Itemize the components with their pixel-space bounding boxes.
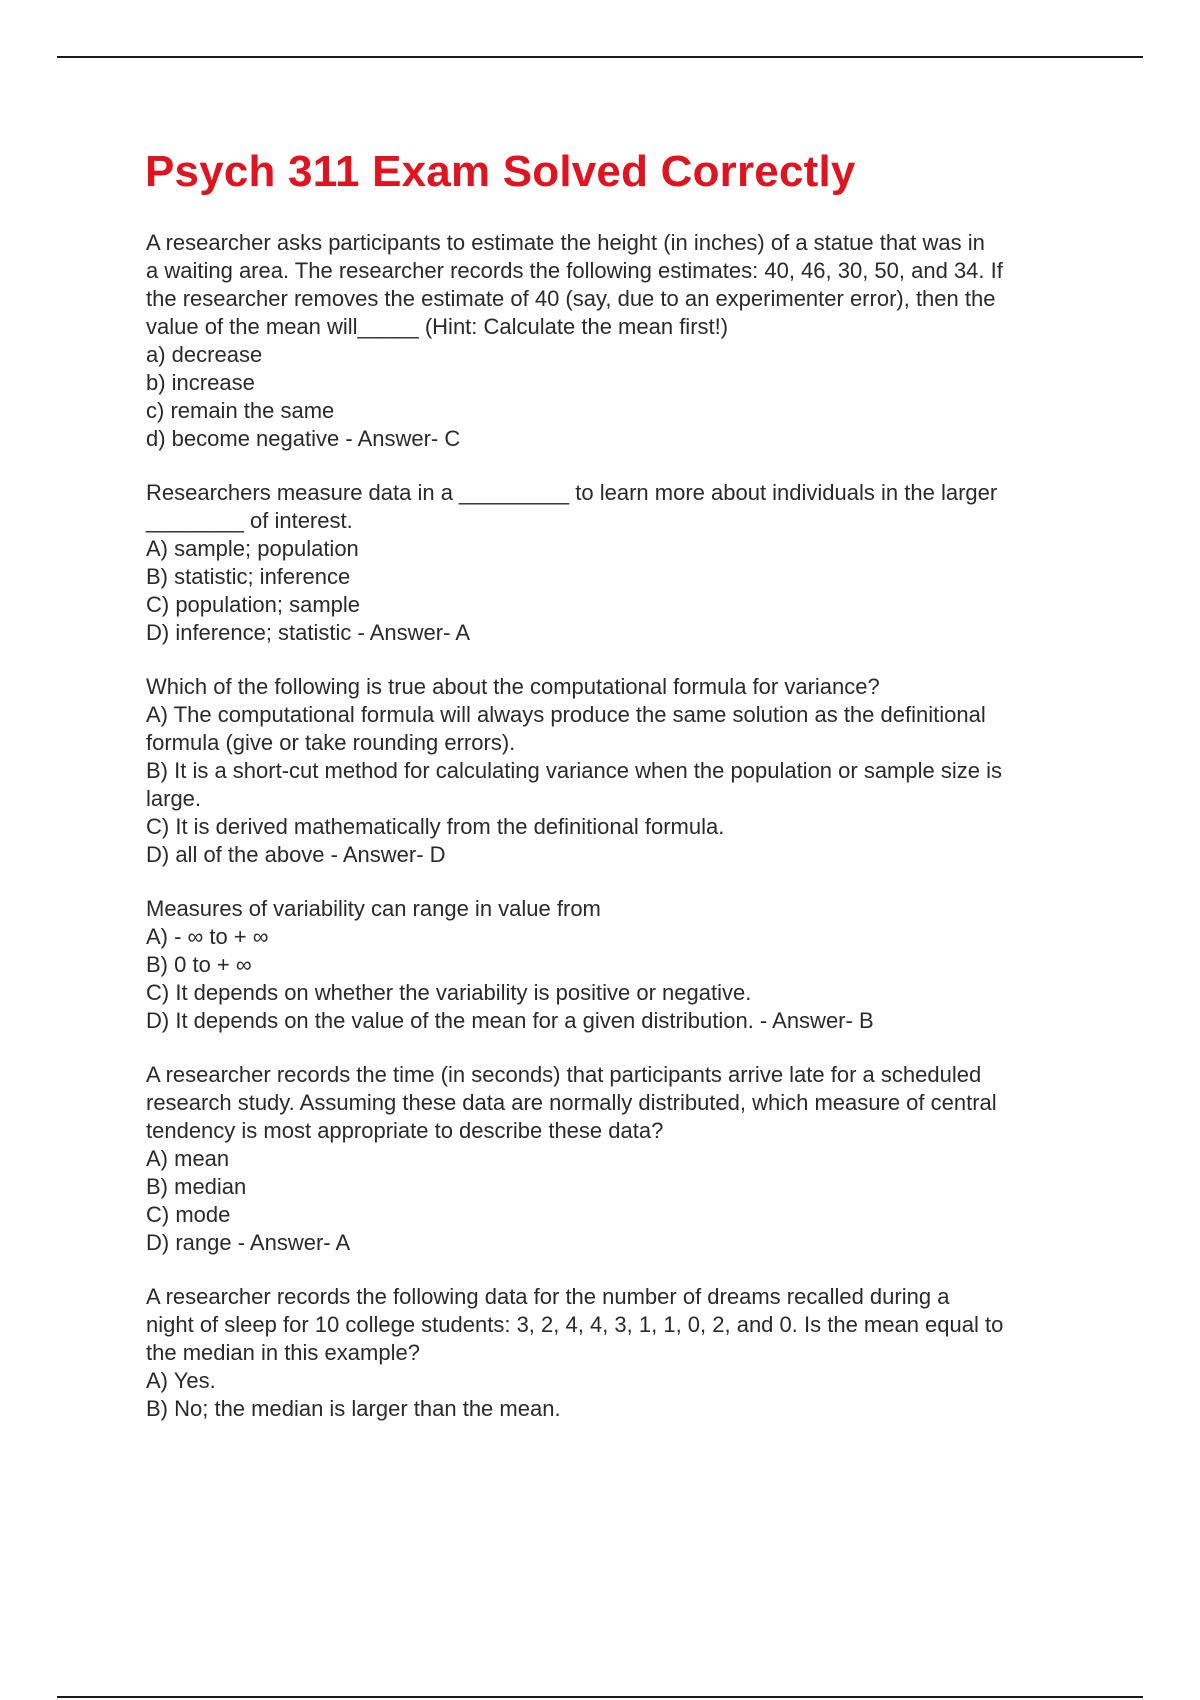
question-line: Which of the following is true about the computational formula for variance? xyxy=(146,674,880,699)
answer-option: D) It depends on the value of the mean for a given distribution. - Answer- B xyxy=(146,1008,874,1033)
answer-option: a) decrease xyxy=(146,342,263,367)
question-line: a waiting area. The researcher records the following estimates: 40, 46, 30, 50, and 34. If xyxy=(146,258,1003,283)
answer-option: c) remain the same xyxy=(146,398,335,423)
answer-option: A) - ∞ to + ∞ xyxy=(146,924,269,949)
question-line: night of sleep for 10 college students: 3, 2, 4, 4, 3, 1, 1, 0, 2, and 0. Is the mean equal to xyxy=(146,1312,1004,1337)
question-3 xyxy=(146,673,1096,869)
question-2 xyxy=(146,479,1096,647)
answer-option: D) all of the above - Answer- D xyxy=(146,842,446,867)
question-line: A researcher asks participants to estimate the height (in inches) of a statue that was in xyxy=(146,230,985,255)
answer-option: B) 0 to + ∞ xyxy=(146,952,252,977)
answer-option: B) median xyxy=(146,1174,247,1199)
answer-option: B) No; the median is larger than the mean. xyxy=(146,1396,561,1421)
question-line: A researcher records the following data for the number of dreams recalled during a xyxy=(146,1284,950,1309)
page-title: Psych 311 Exam Solved Correctly xyxy=(145,147,856,196)
question-line: research study. Assuming these data are normally distributed, which measure of central xyxy=(146,1090,997,1115)
answer-option: A) mean xyxy=(146,1146,230,1171)
answer-option: B) It is a short-cut method for calculating variance when the population or sample size is xyxy=(146,758,1002,783)
answer-option: B) statistic; inference xyxy=(146,564,351,589)
question-5 xyxy=(146,1061,1096,1257)
bottom-rule xyxy=(57,1696,1143,1698)
answer-option: C) It depends on whether the variability is positive or negative. xyxy=(146,980,752,1005)
questions-list xyxy=(146,229,1096,1449)
answer-option: C) population; sample xyxy=(146,592,361,617)
question-line: Researchers measure data in a _________ to learn more about individuals in the larger xyxy=(146,480,998,505)
answer-option: large. xyxy=(146,786,202,811)
answer-option: D) range - Answer- A xyxy=(146,1230,351,1255)
answer-option: A) sample; population xyxy=(146,536,359,561)
question-line: ________ of interest. xyxy=(146,508,353,533)
question-line: A researcher records the time (in seconds) that participants arrive late for a scheduled xyxy=(146,1062,982,1087)
answer-option: C) mode xyxy=(146,1202,231,1227)
question-line: the median in this example? xyxy=(146,1340,420,1365)
question-line: tendency is most appropriate to describe these data? xyxy=(146,1118,664,1143)
answer-option: formula (give or take rounding errors). xyxy=(146,730,516,755)
answer-option: D) inference; statistic - Answer- A xyxy=(146,620,470,645)
question-1 xyxy=(146,229,1096,453)
answer-option: A) The computational formula will always produce the same solution as the definitional xyxy=(146,702,986,727)
question-4 xyxy=(146,895,1096,1035)
answer-option: b) increase xyxy=(146,370,255,395)
question-line: Measures of variability can range in value from xyxy=(146,896,601,921)
question-6 xyxy=(146,1283,1096,1423)
question-line: value of the mean will_____ (Hint: Calculate the mean first!) xyxy=(146,314,729,339)
answer-option: A) Yes. xyxy=(146,1368,216,1393)
answer-option: C) It is derived mathematically from the definitional formula. xyxy=(146,814,725,839)
top-rule xyxy=(57,56,1143,58)
question-line: the researcher removes the estimate of 40 (say, due to an experimenter error), then the xyxy=(146,286,996,311)
answer-option: d) become negative - Answer- C xyxy=(146,426,461,451)
